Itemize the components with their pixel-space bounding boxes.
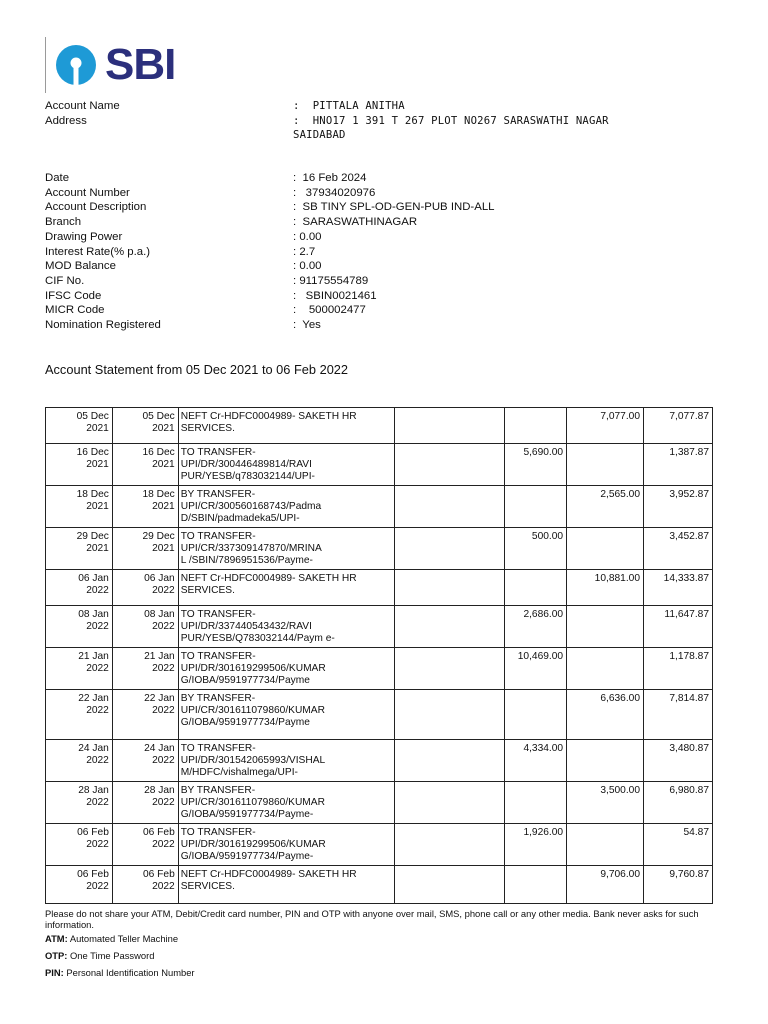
detail-label: IFSC Code: [45, 289, 102, 302]
abbreviation-line: [45, 951, 735, 962]
detail-row: [45, 245, 495, 260]
detail-value: : SBIN0021461: [293, 289, 377, 302]
ref-cell: [394, 570, 505, 606]
table-row: [46, 690, 713, 740]
detail-value: : 500002477: [293, 304, 366, 317]
detail-value: : 0.00: [293, 260, 322, 273]
description-cell: BY TRANSFER- UPI/CR/300560168743/Padma D/SBIN/padmadeka5/UPI-: [178, 486, 394, 528]
description-cell: BY TRANSFER- UPI/CR/301611079860/KUMAR G/IOBA/9591977734/Payme: [178, 690, 394, 740]
account-holder-section: [45, 99, 633, 143]
value-date-cell: 06 Feb 2022: [112, 866, 178, 904]
ref-cell: [394, 528, 505, 570]
value-date-cell: 08 Jan 2022: [112, 606, 178, 648]
detail-label: Account Number: [45, 186, 130, 199]
detail-value: : SB TINY SPL-OD-GEN-PUB IND-ALL: [293, 201, 495, 214]
description-cell: NEFT Cr-HDFC0004989- SAKETH HR SERVICES.: [178, 866, 394, 904]
table-row: [46, 606, 713, 648]
detail-row: [45, 186, 495, 201]
value-date-cell: 16 Dec 2021: [112, 444, 178, 486]
value-date-cell: 28 Jan 2022: [112, 782, 178, 824]
table-row: [46, 648, 713, 690]
value-date-cell: 05 Dec 2021: [112, 408, 178, 444]
abbreviation-meaning: One Time Password: [67, 950, 155, 961]
info-row: [45, 114, 633, 143]
security-notice: Please do not share your ATM, Debit/Credit card number, PIN and OTP with anyone over mail, SMS, phone call or any other media. Bank never asks for such information.: [45, 908, 699, 930]
detail-label: CIF No.: [45, 274, 85, 287]
value-date-cell: 22 Jan 2022: [112, 690, 178, 740]
account-details-section: [45, 171, 495, 333]
debit-cell: 1,926.00: [505, 824, 567, 866]
debit-cell: 500.00: [505, 528, 567, 570]
sbi-keyhole-icon: [54, 44, 98, 86]
detail-row: [45, 289, 495, 304]
description-cell: TO TRANSFER- UPI/CR/337309147870/MRINA L /SBIN/7896951536/Payme-: [178, 528, 394, 570]
abbreviation-term: OTP:: [45, 950, 68, 961]
balance-cell: 11,647.87: [644, 606, 713, 648]
detail-value: : 91175554789: [293, 274, 369, 287]
table-row: [46, 528, 713, 570]
description-cell: TO TRANSFER- UPI/DR/301619299506/KUMAR G/IOBA/9591977734/Payme-: [178, 824, 394, 866]
detail-label: Drawing Power: [45, 230, 123, 243]
abbreviation-meaning: Automated Teller Machine: [67, 933, 179, 944]
balance-cell: 6,980.87: [644, 782, 713, 824]
detail-label: MOD Balance: [45, 260, 116, 273]
txn-date-cell: 06 Jan 2022: [46, 570, 113, 606]
txn-date-cell: 08 Jan 2022: [46, 606, 113, 648]
credit-cell: 10,881.00: [567, 570, 644, 606]
credit-cell: [567, 740, 644, 782]
transactions-table: [45, 407, 713, 904]
credit-cell: 6,636.00: [567, 690, 644, 740]
value-date-cell: 21 Jan 2022: [112, 648, 178, 690]
ref-cell: [394, 740, 505, 782]
debit-cell: 5,690.00: [505, 444, 567, 486]
balance-cell: 3,952.87: [644, 486, 713, 528]
description-cell: TO TRANSFER- UPI/DR/337440543432/RAVI PUR/YESB/Q783032144/Paym e-: [178, 606, 394, 648]
credit-cell: 7,077.00: [567, 408, 644, 444]
detail-row: [45, 171, 495, 186]
balance-cell: 1,178.87: [644, 648, 713, 690]
detail-row: [45, 303, 495, 318]
credit-cell: 2,565.00: [567, 486, 644, 528]
debit-cell: 10,469.00: [505, 648, 567, 690]
txn-date-cell: 21 Jan 2022: [46, 648, 113, 690]
ref-cell: [394, 782, 505, 824]
ref-cell: [394, 648, 505, 690]
info-label: Account Name: [45, 100, 120, 112]
detail-row: [45, 274, 495, 289]
txn-date-cell: 22 Jan 2022: [46, 690, 113, 740]
value-date-cell: 18 Dec 2021: [112, 486, 178, 528]
description-cell: TO TRANSFER- UPI/DR/301619299506/KUMAR G/IOBA/9591977734/Payme: [178, 648, 394, 690]
detail-label: Nomination Registered: [45, 319, 161, 332]
value-date-cell: 24 Jan 2022: [112, 740, 178, 782]
abbreviation-meaning: Personal Identification Number: [63, 967, 195, 978]
detail-row: [45, 230, 495, 245]
value-date-cell: 06 Jan 2022: [112, 570, 178, 606]
txn-date-cell: 05 Dec 2021: [46, 408, 113, 444]
debit-cell: [505, 570, 567, 606]
detail-label: Date: [45, 172, 70, 184]
txn-date-cell: 29 Dec 2021: [46, 528, 113, 570]
txn-date-cell: 24 Jan 2022: [46, 740, 113, 782]
info-value: : HNO17 1 391 T 267 PLOT NO267 SARASWATHI NAGAR SAIDABAD: [293, 114, 616, 142]
table-row: [46, 444, 713, 486]
debit-cell: 4,334.00: [505, 740, 567, 782]
detail-row: [45, 318, 495, 333]
ref-cell: [394, 690, 505, 740]
balance-cell: 54.87: [644, 824, 713, 866]
table-row: [46, 824, 713, 866]
abbreviation-term: ATM:: [45, 933, 68, 944]
bank-name: SBI: [105, 40, 176, 89]
detail-value: : 37934020976: [293, 186, 376, 199]
info-value: : PITTALA ANITHA: [293, 100, 405, 112]
txn-date-cell: 06 Feb 2022: [46, 866, 113, 904]
balance-cell: 7,077.87: [644, 408, 713, 444]
detail-row: [45, 215, 495, 230]
abbreviation-line: [45, 968, 735, 979]
debit-cell: [505, 486, 567, 528]
balance-cell: 3,480.87: [644, 740, 713, 782]
table-row: [46, 740, 713, 782]
abbreviation-line: [45, 934, 735, 945]
statement-title: Account Statement from 05 Dec 2021 to 06 Feb 2022: [45, 362, 349, 377]
credit-cell: 3,500.00: [567, 782, 644, 824]
detail-row: [45, 259, 495, 274]
ref-cell: [394, 824, 505, 866]
balance-cell: 3,452.87: [644, 528, 713, 570]
debit-cell: [505, 782, 567, 824]
detail-label: Interest Rate(% p.a.): [45, 245, 151, 258]
value-date-cell: 29 Dec 2021: [112, 528, 178, 570]
detail-label: MICR Code: [45, 304, 105, 317]
detail-label: Account Description: [45, 201, 147, 214]
detail-value: : 16 Feb 2024: [293, 172, 367, 184]
description-cell: TO TRANSFER- UPI/DR/300446489814/RAVI PUR/YESB/q783032144/UPI-: [178, 444, 394, 486]
sbi-logo: [54, 40, 176, 89]
txn-date-cell: 18 Dec 2021: [46, 486, 113, 528]
txn-date-cell: 16 Dec 2021: [46, 444, 113, 486]
table-row: [46, 866, 713, 904]
detail-label: Branch: [45, 216, 82, 229]
detail-row: [45, 200, 495, 215]
table-row: [46, 486, 713, 528]
table-row: [46, 782, 713, 824]
ref-cell: [394, 606, 505, 648]
table-row: [46, 408, 713, 444]
description-cell: TO TRANSFER- UPI/DR/301542065993/VISHAL M/HDFC/vishalmega/UPI-: [178, 740, 394, 782]
credit-cell: [567, 528, 644, 570]
balance-cell: 7,814.87: [644, 690, 713, 740]
abbreviation-term: PIN:: [45, 967, 64, 978]
txn-date-cell: 28 Jan 2022: [46, 782, 113, 824]
detail-value: : 0.00: [293, 230, 322, 243]
value-date-cell: 06 Feb 2022: [112, 824, 178, 866]
txn-date-cell: 06 Feb 2022: [46, 824, 113, 866]
info-row: [45, 99, 633, 114]
table-row: [46, 570, 713, 606]
debit-cell: [505, 690, 567, 740]
credit-cell: [567, 444, 644, 486]
description-cell: BY TRANSFER- UPI/CR/301611079860/KUMAR G/IOBA/9591977734/Payme-: [178, 782, 394, 824]
balance-cell: 9,760.87: [644, 866, 713, 904]
credit-cell: [567, 648, 644, 690]
ref-cell: [394, 866, 505, 904]
balance-cell: 14,333.87: [644, 570, 713, 606]
debit-cell: [505, 866, 567, 904]
detail-value: : Yes: [293, 319, 321, 332]
ref-cell: [394, 444, 505, 486]
info-label: Address: [45, 114, 87, 127]
balance-cell: 1,387.87: [644, 444, 713, 486]
detail-value: : 2.7: [293, 245, 316, 258]
description-cell: NEFT Cr-HDFC0004989- SAKETH HR SERVICES.: [178, 570, 394, 606]
description-cell: NEFT Cr-HDFC0004989- SAKETH HR SERVICES.: [178, 408, 394, 444]
debit-cell: 2,686.00: [505, 606, 567, 648]
ref-cell: [394, 486, 505, 528]
ref-cell: [394, 408, 505, 444]
logo-divider: [45, 37, 46, 93]
credit-cell: 9,706.00: [567, 866, 644, 904]
credit-cell: [567, 606, 644, 648]
debit-cell: [505, 408, 567, 444]
detail-value: : SARASWATHINAGAR: [293, 216, 418, 229]
credit-cell: [567, 824, 644, 866]
